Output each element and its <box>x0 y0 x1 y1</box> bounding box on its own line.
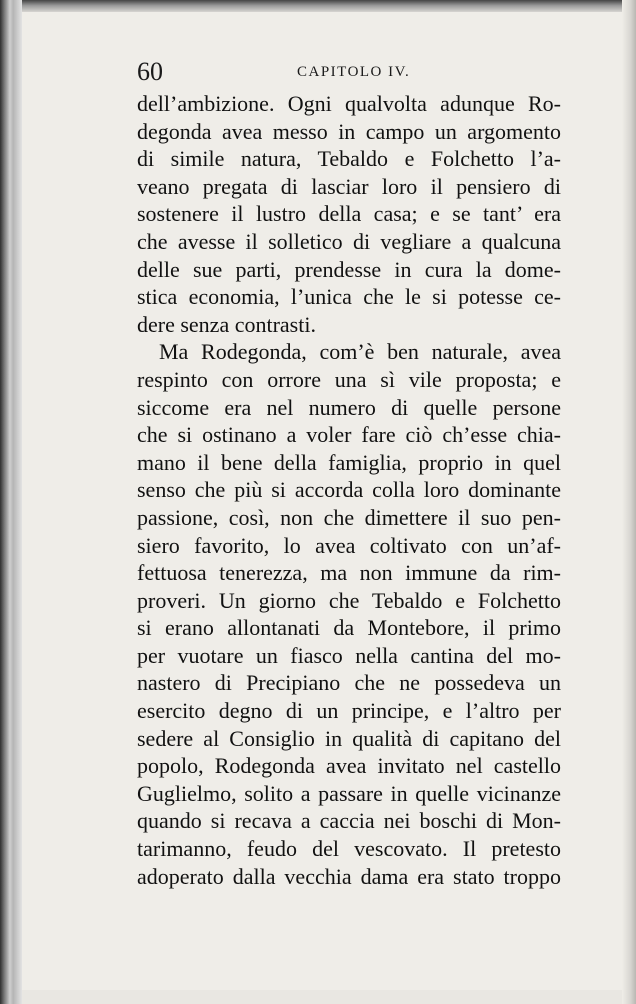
text-line: senso che più si accorda colla loro dominante <box>137 477 561 503</box>
text-line: nastero di Precipiano che ne possedeva un <box>137 670 561 696</box>
body-text <box>137 90 561 890</box>
text-line: degonda avea messo in campo un argomento <box>137 118 561 144</box>
text-line: delle sue parti, prendesse in cura la dome- <box>137 256 561 282</box>
text-line: che si ostinano a voler fare ciò ch’esse chia- <box>137 422 561 448</box>
text-line: veano pregata di lasciar loro il pensiero di <box>137 173 561 199</box>
page-right-edge <box>622 0 636 1004</box>
text-line: proveri. Un giorno che Tebaldo e Folchetto <box>137 587 561 613</box>
text-line: di simile natura, Tebaldo e Folchetto l’a- <box>137 146 561 172</box>
text-line: mano il bene della famiglia, proprio in quel <box>137 449 561 475</box>
text-line: dell’ambizione. Ogni qualvolta adunque Ro- <box>137 91 561 116</box>
text-line: adoperato dalla vecchia dama era stato troppo <box>137 863 561 889</box>
page-number: 60 <box>137 57 163 86</box>
text-line: popolo, Rodegonda avea invitato nel castello <box>137 753 561 779</box>
text-line: sostenere il lustro della casa; e se tant’ era <box>137 201 561 227</box>
text-line: si erano allontanati da Montebore, il primo <box>137 615 561 641</box>
text-line: siccome era nel numero di quelle persone <box>137 394 561 420</box>
text-line: sedere al Consiglio in qualità di capitano del <box>137 725 561 751</box>
text-line: quando si recava a caccia nei boschi di Mon- <box>137 808 561 834</box>
running-head: CAPITOLO IV. <box>297 64 411 80</box>
text-line: che avesse il solletico di vegliare a qualcuna <box>137 228 561 254</box>
text-line: passione, così, non che dimettere il suo pen- <box>137 504 561 530</box>
text-line: stica economia, l’unica che le si potesse ce- <box>137 284 561 310</box>
text-line: fettuosa tenerezza, ma non immune da rim- <box>137 560 561 586</box>
text-line: siero favorito, lo avea coltivato con un’af- <box>137 532 561 558</box>
paragraph-end-line: dere senza contrasti. <box>137 311 316 337</box>
text-line: respinto con orrore una sì vile proposta; e <box>137 366 561 392</box>
text-line: per vuotare un fiasco nella cantina del mo- <box>137 642 561 668</box>
text-line: esercito degno di un principe, e l’altro per <box>137 698 561 724</box>
text-line: Guglielmo, solito a passare in quelle vicinanze <box>137 780 561 806</box>
book-spine-shadow <box>0 0 22 1004</box>
paragraph-start-line: Ma Rodegonda, com’è ben naturale, avea <box>159 339 561 365</box>
text-line: tarimanno, feudo del vescovato. Il pretesto <box>137 836 561 862</box>
